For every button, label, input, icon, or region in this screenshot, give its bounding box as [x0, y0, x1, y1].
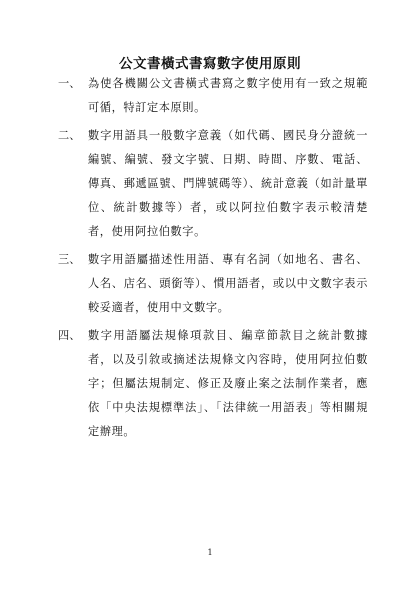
principle-text: 為使各機關公文書橫式書寫之數字使用有一致之規範可循，特訂定本原則。 — [88, 77, 368, 114]
principle-number: 二、 — [58, 129, 81, 142]
principle-text: 數字用語具一般數字意義（如代碼、國民身分證統一編號、編號、發文字號、日期、時間、序數、電話、傳真、郵遞區號、門牌號碼等）、統計意義（如計量單位、統計數據等）者，或以阿拉伯數字表示較清楚者，使用阿拉伯數字。 — [88, 129, 368, 238]
principle-item-4 — [58, 324, 368, 444]
principle-list — [58, 72, 368, 448]
principle-number: 四、 — [58, 329, 81, 342]
principle-item-3 — [58, 248, 368, 320]
principle-item-1 — [58, 72, 368, 120]
page-number: 1 — [207, 548, 213, 557]
principle-number: 一、 — [58, 77, 81, 90]
document-title: 公文書橫式書寫數字使用原則 — [119, 56, 301, 72]
principle-text: 數字用語屬描述性用語、專有名詞（如地名、書名、人名、店名、頭銜等）、慣用語者，或以中文數字表示較妥適者，使用中文數字。 — [88, 253, 368, 314]
principle-number: 三、 — [58, 253, 81, 266]
principle-text: 數字用語屬法規條項款目、編章節款目之統計數據者，以及引敘或摘述法規條文內容時，使用阿拉伯數字；但屬法規制定、修正及廢止案之法制作業者，應依「中央法規標準法」、「法律統一用語表」等相關規定辦理。 — [88, 329, 368, 438]
principle-item-2 — [58, 124, 368, 244]
